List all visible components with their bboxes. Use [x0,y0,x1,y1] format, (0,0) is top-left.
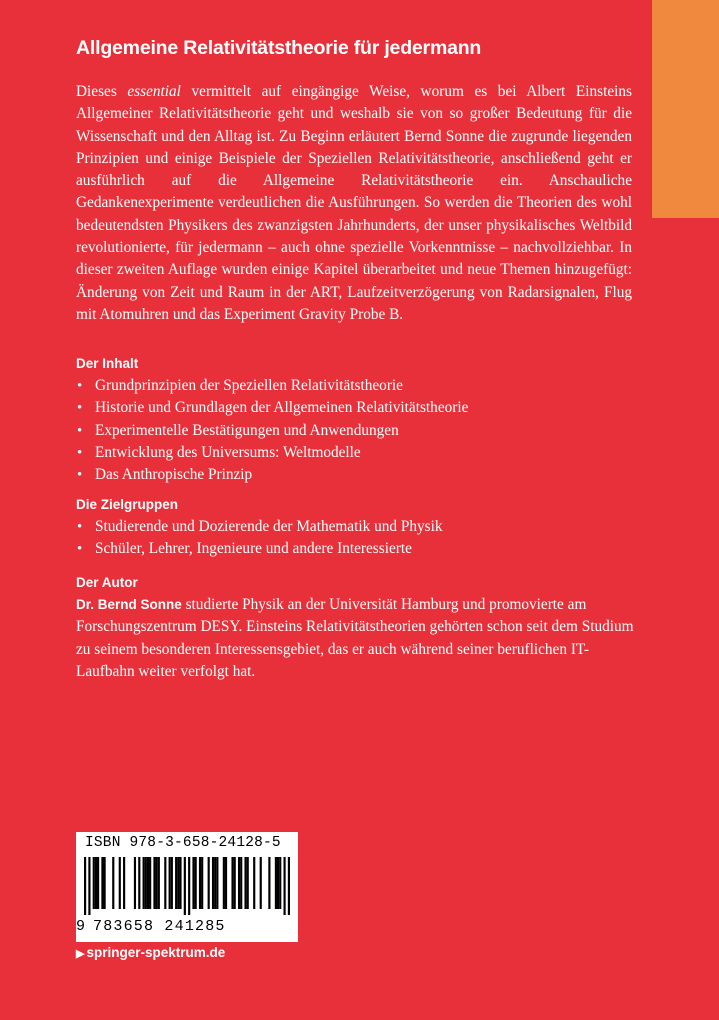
intro-prefix: Dieses [76,83,128,100]
barcode-bar [279,857,281,909]
inhalt-heading: Der Inhalt [76,356,139,371]
intro-emphasis: essential [127,83,181,100]
barcode-bar [199,857,201,909]
barcode-bar [216,857,218,909]
barcode-bar [184,857,186,915]
barcode-bar [153,857,155,909]
barcode-bar [253,857,255,909]
barcode-bar [88,857,90,915]
barcode-bar [145,857,147,909]
bullet-icon: • [77,444,83,461]
barcode-bar [158,857,160,909]
barcode-bar [123,857,125,909]
barcode-bar [268,857,270,909]
bullet-icon: • [77,378,83,394]
ean-digits: 783658 241285 [93,918,226,935]
bullet-icon: • [77,467,83,484]
barcode-bar [247,857,249,909]
barcode-bar [277,857,279,909]
intro-text: vermittelt auf eingängige Weise, worum es bei Albert Einsteins Allgemeiner Relativitätstheorie geht und weshalb sie von so großer Bedeutung für die Wissenschaft und den Alltag ist. Zu Beginn erläutert Bernd Sonne die zugrunde liegenden Prinzipien und einige Beispiele der Speziellen Relativitätstheorie, anschließend geht er ausführlich auf die Allgemeine Relativitätstheorie ein. Anschauliche Gedankenexperimente verdeutlichen die Ausführungen. So werden die Theorien des wohl bedeutendsten Physikers des zwanzigsten Jahrhunderts, der unser physikalisches Weltbild revolutionierte, für jedermann – auch ohne spezielle Vorkenntnisse – nachvollziehbar. In dieser zweiten Auflage wurden einige Kapitel überarbeitet und neue Themen hinzugefügt: Änderung von Zeit und Raum in der ART, Laufzeitverzögerung von Radarsignalen, Flug mit Atomuhren und das Experiment Gravity Probe B. [76,83,632,323]
barcode-bar [288,857,290,915]
barcode-bar [175,857,177,909]
publisher-website[interactable] [76,945,225,960]
zielgruppen-section [76,497,636,561]
barcode-bar [156,857,158,909]
bullet-icon: • [77,519,83,535]
barcode-bar [223,857,225,909]
list-item: • Grundprinzipien der Speziellen Relativitätstheorie [76,375,636,397]
barcode-bar [283,857,285,915]
inhalt-list [76,375,636,486]
barcode-bar [179,857,181,909]
inhalt-section [76,356,636,486]
barcode-bar [195,857,197,909]
barcode-bar [208,857,210,909]
bullet-icon: • [77,422,83,439]
barcode-bar [95,857,97,909]
barcode-bar [201,857,203,909]
isbn-barcode [76,832,298,942]
zielgruppen-heading: Die Zielgruppen [76,497,179,512]
barcode-bar [225,857,227,909]
orange-accent-block [652,0,719,218]
list-item: • Das Anthropische Prinzip [76,464,636,486]
barcode-bar [84,857,86,915]
author-name: Dr. Bernd Sonne [76,597,182,612]
autor-paragraph [76,594,636,683]
barcode-bar [134,857,136,909]
website-label: springer-spektrum.de [86,945,226,960]
barcode-bar [97,857,99,909]
isbn-label: ISBN 978-3-658-24128-5 [85,835,281,851]
barcode-bar [101,857,103,909]
barcode-bar [169,857,171,909]
barcode-bar [260,857,262,909]
bullet-icon: • [77,541,83,558]
book-title: Allgemeine Relativitätstheorie für jedermann [76,37,482,59]
list-item: • Historie und Grundlagen der Allgemeinen Relativitätstheorie [76,397,636,419]
barcode-bar [240,857,242,909]
bullet-icon: • [77,400,83,417]
barcode-bar [119,857,121,909]
barcode-bar [143,857,145,909]
barcode-bar [171,857,173,909]
barcode-bar [214,857,216,909]
barcode-bar [275,857,277,909]
barcode-bar [192,857,194,909]
barcode-bar [147,857,149,909]
barcode-bar [177,857,179,909]
barcode-bar [188,857,190,915]
barcode-bar [149,857,151,909]
barcode-bar [164,857,166,909]
barcode-bar [212,857,214,909]
autor-section [76,575,636,683]
barcode-bars [84,857,290,915]
zielgruppen-list [76,516,636,561]
ean-first-digit: 9 [76,918,86,935]
list-item: • Experimentelle Bestätigungen und Anwendungen [76,420,636,442]
list-item: • Studierende und Dozierende der Mathematik und Physik [76,516,636,538]
barcode-bar [112,857,114,909]
barcode-bar [93,857,95,909]
intro-paragraph [76,81,632,326]
list-item: • Entwicklung des Universums: Weltmodelle [76,442,636,464]
list-item: • Schüler, Lehrer, Ingenieure und andere Interessierte [76,538,636,560]
barcode-bar [234,857,236,909]
barcode-bar [138,857,140,909]
autor-text: studierte Physik an der Universität Hamburg und promovierte am Forschungszentrum DESY. Einsteins Relativitätstheorien gehörten schon seit dem Studium zu seinem besonderen Interessensgebiet, das er auch während seiner beruflichen IT-Laufbahn weiter verfolgt hat. [76,596,634,680]
barcode-bar [231,857,233,909]
arrow-right-icon: ▶ [76,948,85,960]
barcode-bar [104,857,106,909]
barcode-bar [238,857,240,909]
barcode-bar [244,857,246,909]
autor-heading: Der Autor [76,575,138,590]
